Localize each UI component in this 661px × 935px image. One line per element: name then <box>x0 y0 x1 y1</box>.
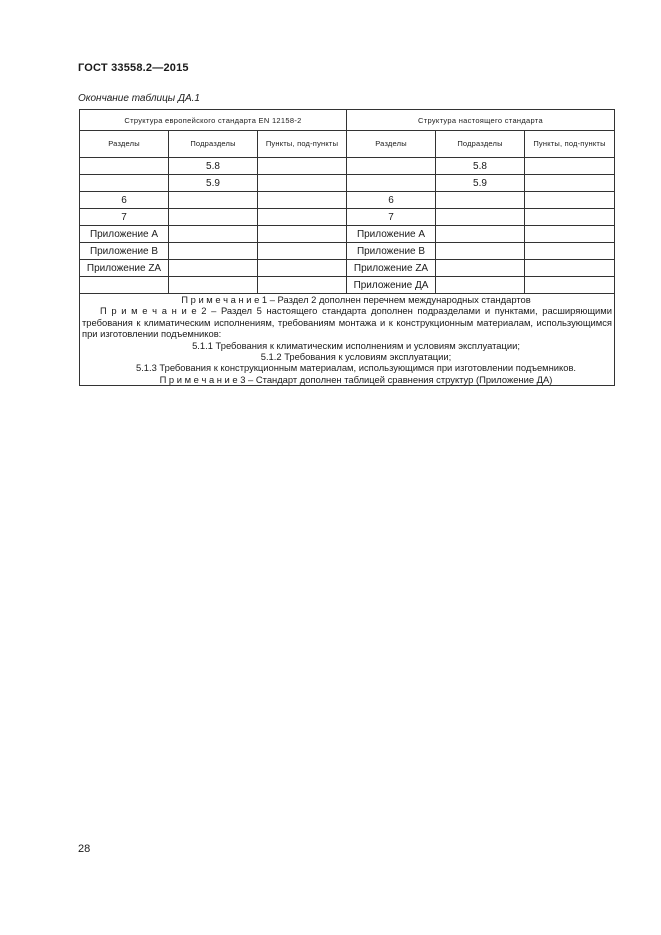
table-row <box>80 243 615 260</box>
table-cell <box>169 192 258 209</box>
table-row <box>80 277 615 294</box>
column-header: Разделы <box>80 131 169 158</box>
column-header: Разделы <box>347 131 436 158</box>
table-cell <box>80 277 169 294</box>
table-row <box>80 260 615 277</box>
table-cell <box>347 175 436 192</box>
table-cell <box>525 175 615 192</box>
table-cell <box>80 158 169 175</box>
table-cell: 5.9 <box>169 175 258 192</box>
note-label: П р и м е ч а н и е 2 <box>100 305 207 317</box>
table-cell: Приложение ДА <box>347 277 436 294</box>
table-cell: Приложение В <box>80 243 169 260</box>
table-cell: Приложение ZA <box>80 260 169 277</box>
table-cell <box>80 175 169 192</box>
table-cell: 7 <box>80 209 169 226</box>
table-cell <box>525 209 615 226</box>
table-cell <box>258 192 347 209</box>
table-cell <box>258 277 347 294</box>
page-number: 28 <box>78 843 91 855</box>
column-header: Пункты, под-пункты <box>525 131 615 158</box>
note-item: 5.1.2 Требования к условиям эксплуатации; <box>260 351 452 363</box>
table-cell <box>258 175 347 192</box>
table-cell <box>169 243 258 260</box>
table-cell <box>525 192 615 209</box>
table-cell: 6 <box>80 192 169 209</box>
table-cell <box>169 277 258 294</box>
table-row <box>80 175 615 192</box>
table-row <box>80 158 615 175</box>
table-row <box>80 192 615 209</box>
table-cell <box>436 209 525 226</box>
table-cell: 5.8 <box>169 158 258 175</box>
group-header-national: Структура настоящего стандарта <box>347 110 615 131</box>
note-item: 5.1.1 Требования к климатическим исполнениям и условиям эксплуатации; <box>192 339 520 351</box>
note-1 <box>82 294 612 305</box>
table-cell <box>525 243 615 260</box>
column-header: Подразделы <box>169 131 258 158</box>
table-cell: Приложение А <box>80 226 169 243</box>
note-text: – Раздел 5 настоящего стандарта дополнен подразделами и пунктами, расширяющими требования к климатическим исполнениям, требованиям монтажа и к конструкционным материалам, использующимся при изготовлении подъемников: <box>82 305 612 340</box>
table-cell: Приложение А <box>347 226 436 243</box>
table-cell <box>436 226 525 243</box>
table-cell <box>436 243 525 260</box>
table-cell <box>258 243 347 260</box>
table-cell <box>436 260 525 277</box>
table-cell <box>258 209 347 226</box>
note-3 <box>82 374 612 385</box>
table-row <box>80 226 615 243</box>
table-cell <box>347 158 436 175</box>
structure-comparison-table <box>79 109 615 386</box>
table-cell <box>436 277 525 294</box>
note-label: П р и м е ч а н и е 3 <box>159 373 246 385</box>
column-header: Пункты, под-пункты <box>258 131 347 158</box>
table-cell <box>258 260 347 277</box>
group-header-row <box>80 110 615 131</box>
note-item: 5.1.3 Требования к конструкционным материалам, использующимся при изготовлении подъемников. <box>135 362 577 374</box>
table-cell: Приложение В <box>347 243 436 260</box>
table-cell: 5.8 <box>436 158 525 175</box>
table-cell: Приложение ZA <box>347 260 436 277</box>
table-cell: 6 <box>347 192 436 209</box>
table-cell <box>169 226 258 243</box>
note-label: П р и м е ч а н и е 1 <box>181 294 268 305</box>
table-cell <box>258 158 347 175</box>
table-cell <box>525 226 615 243</box>
table-cell <box>436 192 525 209</box>
note-text: – Стандарт дополнен таблицей сравнения структур (Приложение ДА) <box>245 373 553 385</box>
note-2 <box>82 305 612 339</box>
column-header-row <box>80 131 615 158</box>
column-header: Подразделы <box>436 131 525 158</box>
note-text: – Раздел 2 дополнен перечнем международных стандартов <box>267 294 531 305</box>
notes-cell <box>80 294 615 386</box>
table-cell <box>169 209 258 226</box>
group-header-european: Структура европейского стандарта EN 12158-2 <box>80 110 347 131</box>
notes-row <box>80 294 615 386</box>
table-cell <box>169 260 258 277</box>
table-row <box>80 209 615 226</box>
standard-designation: ГОСТ 33558.2—2015 <box>78 62 189 74</box>
table-caption: Окончание таблицы ДА.1 <box>78 93 200 104</box>
table-cell: 7 <box>347 209 436 226</box>
table-cell: 5.9 <box>436 175 525 192</box>
table-cell <box>525 158 615 175</box>
table-cell <box>258 226 347 243</box>
table-cell <box>525 277 615 294</box>
table-cell <box>525 260 615 277</box>
